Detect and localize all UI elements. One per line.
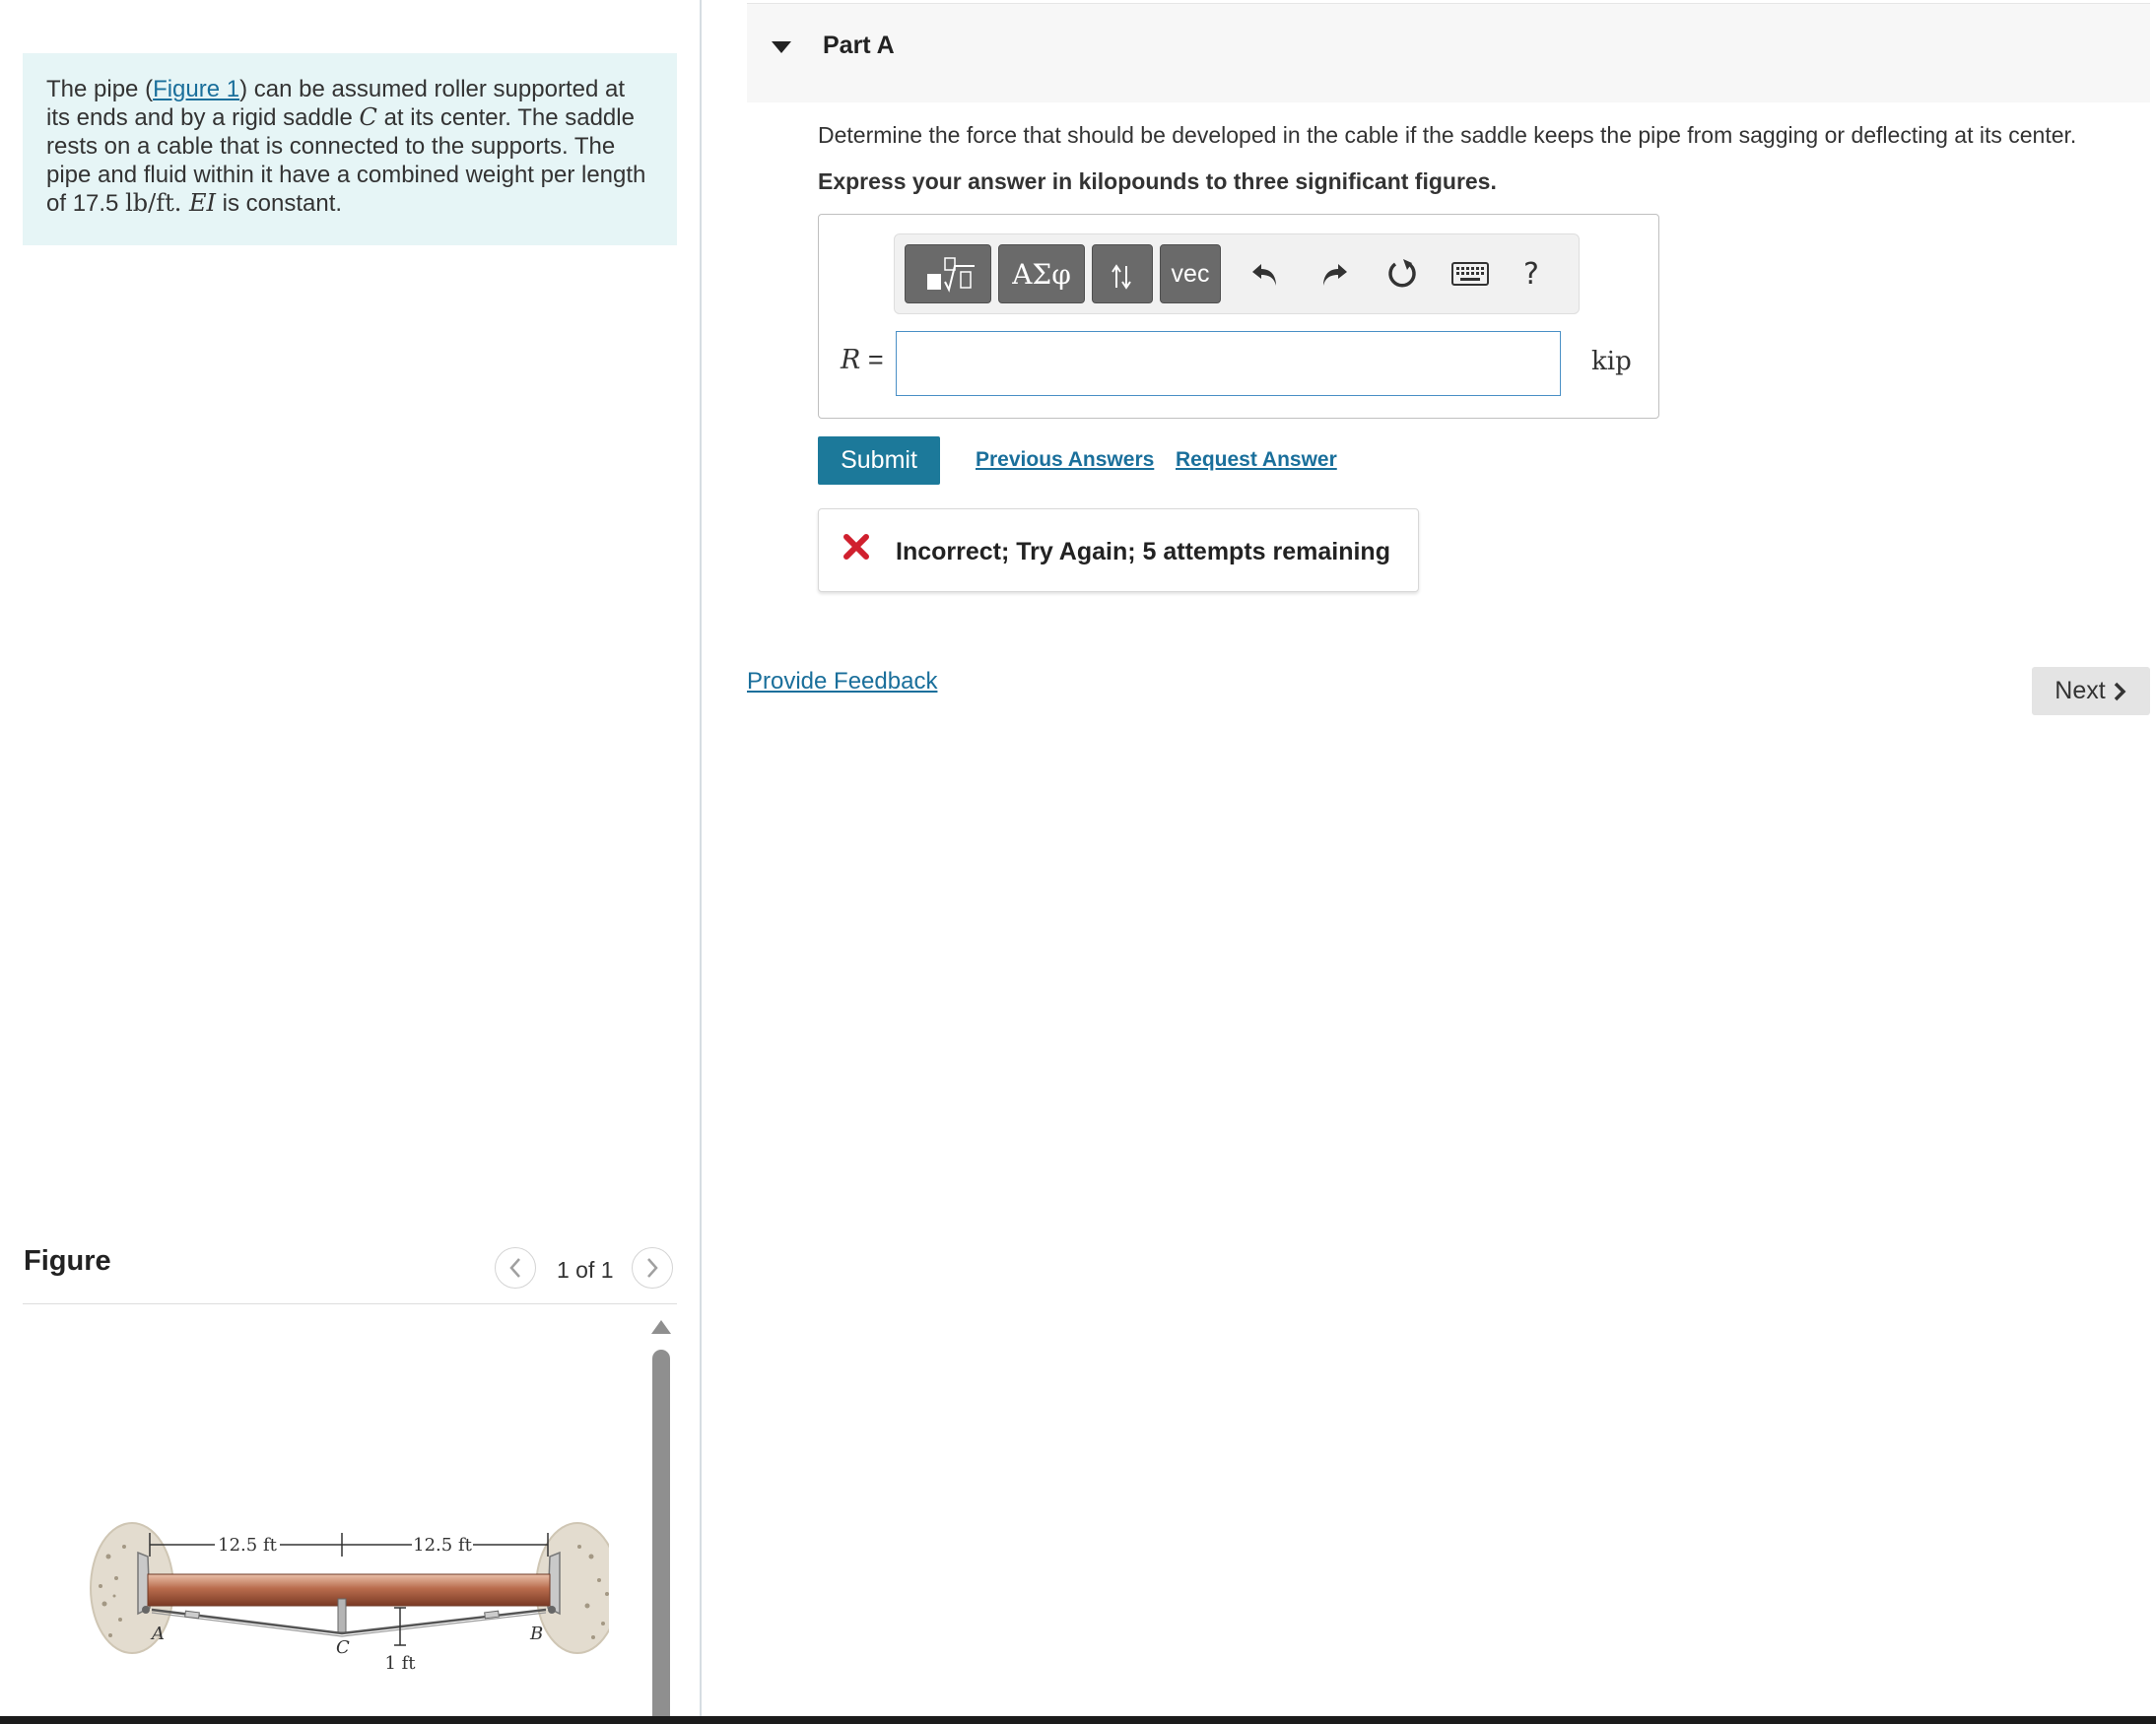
undo-button[interactable] [1242, 250, 1289, 298]
weight-value: 17.5 [72, 190, 119, 217]
answer-equals: = [860, 345, 884, 374]
answer-label [841, 345, 884, 375]
submit-button[interactable]: Submit [818, 436, 940, 485]
undo-icon [1249, 258, 1281, 290]
pipe-figure [87, 1517, 609, 1675]
chevron-right-icon [2112, 681, 2127, 702]
answer-variable: R [841, 345, 861, 375]
saddle [338, 1599, 346, 1632]
reset-icon [1385, 257, 1419, 291]
vec-label: vec [1171, 259, 1210, 288]
templates-button[interactable] [905, 244, 991, 303]
next-label: Next [2055, 677, 2106, 704]
keyboard-icon [1451, 262, 1489, 286]
figure-counter: 1 of 1 [557, 1257, 614, 1283]
figure-heading: Figure [24, 1245, 111, 1277]
figure-divider [23, 1303, 677, 1304]
question-text: Determine the force that should be developed in the cable if the saddle keeps the pipe from sagging or deflecting at its center. [818, 122, 2077, 148]
answer-input[interactable] [896, 331, 1561, 396]
variable-c: C [359, 103, 377, 131]
templates-icon [913, 252, 982, 296]
provide-feedback-link[interactable]: Provide Feedback [747, 668, 938, 695]
point-c-label: C [336, 1637, 350, 1658]
chevron-right-icon [645, 1257, 659, 1279]
problem-text: . [173, 189, 189, 217]
pipe [148, 1574, 550, 1606]
dim-sag-label: 1 ft [384, 1653, 416, 1674]
figure-next-button[interactable] [632, 1247, 673, 1289]
keyboard-button[interactable] [1447, 250, 1494, 298]
next-button[interactable] [2032, 667, 2150, 715]
pane-divider[interactable] [700, 0, 702, 1716]
unit-label: kip [1591, 347, 1632, 376]
problem-text: The pipe ( [46, 76, 154, 102]
scroll-up-arrow[interactable] [651, 1320, 671, 1334]
feedback-message: Incorrect; Try Again; 5 attempts remaining [896, 538, 1390, 565]
help-button[interactable]: ? [1523, 256, 1539, 292]
problem-text: ) can be assumed roller supported at its ends and by a rigid saddle [46, 76, 625, 131]
reset-button[interactable] [1379, 250, 1426, 298]
part-title: Part A [823, 32, 895, 59]
point-a-label: A [152, 1624, 165, 1644]
caret-down-icon[interactable] [772, 41, 791, 53]
part-a-header[interactable] [747, 3, 2150, 102]
arrows-button[interactable] [1092, 244, 1153, 303]
problem-text: at its center. The saddle rests on a cable that is connected to the supports. The pipe and fluid within it have a combined weight per length of [46, 104, 646, 217]
arrows-icon [1103, 254, 1142, 294]
problem-statement [23, 53, 677, 245]
vec-button[interactable] [1160, 244, 1221, 303]
variable-ei: EI [189, 189, 216, 217]
dim-right-label: 12.5 ft [413, 1535, 472, 1556]
bottom-bar [0, 1716, 2156, 1724]
weight-unit: lb/ft [125, 189, 174, 217]
chevron-left-icon [508, 1257, 522, 1279]
feedback-box [818, 508, 1419, 592]
previous-answers-link[interactable]: Previous Answers [976, 448, 1155, 471]
instruction-text: Express your answer in kilopounds to three significant figures. [818, 168, 1497, 194]
redo-icon [1318, 258, 1350, 290]
close-x-icon [842, 533, 870, 561]
figure-prev-button[interactable] [495, 1247, 536, 1289]
request-answer-link[interactable]: Request Answer [1176, 448, 1337, 471]
dim-left-label: 12.5 ft [218, 1535, 277, 1556]
math-toolbar [894, 233, 1580, 314]
problem-text: is constant. [216, 190, 343, 217]
symbols-button[interactable] [998, 244, 1085, 303]
left-pane [0, 0, 701, 1716]
scrollbar-thumb[interactable] [652, 1350, 670, 1716]
point-b-label: B [530, 1624, 544, 1644]
symbols-label: ΑΣφ [1012, 257, 1071, 291]
redo-button[interactable] [1311, 250, 1358, 298]
answer-box [818, 214, 1659, 419]
figure-link[interactable]: Figure 1 [153, 76, 240, 102]
